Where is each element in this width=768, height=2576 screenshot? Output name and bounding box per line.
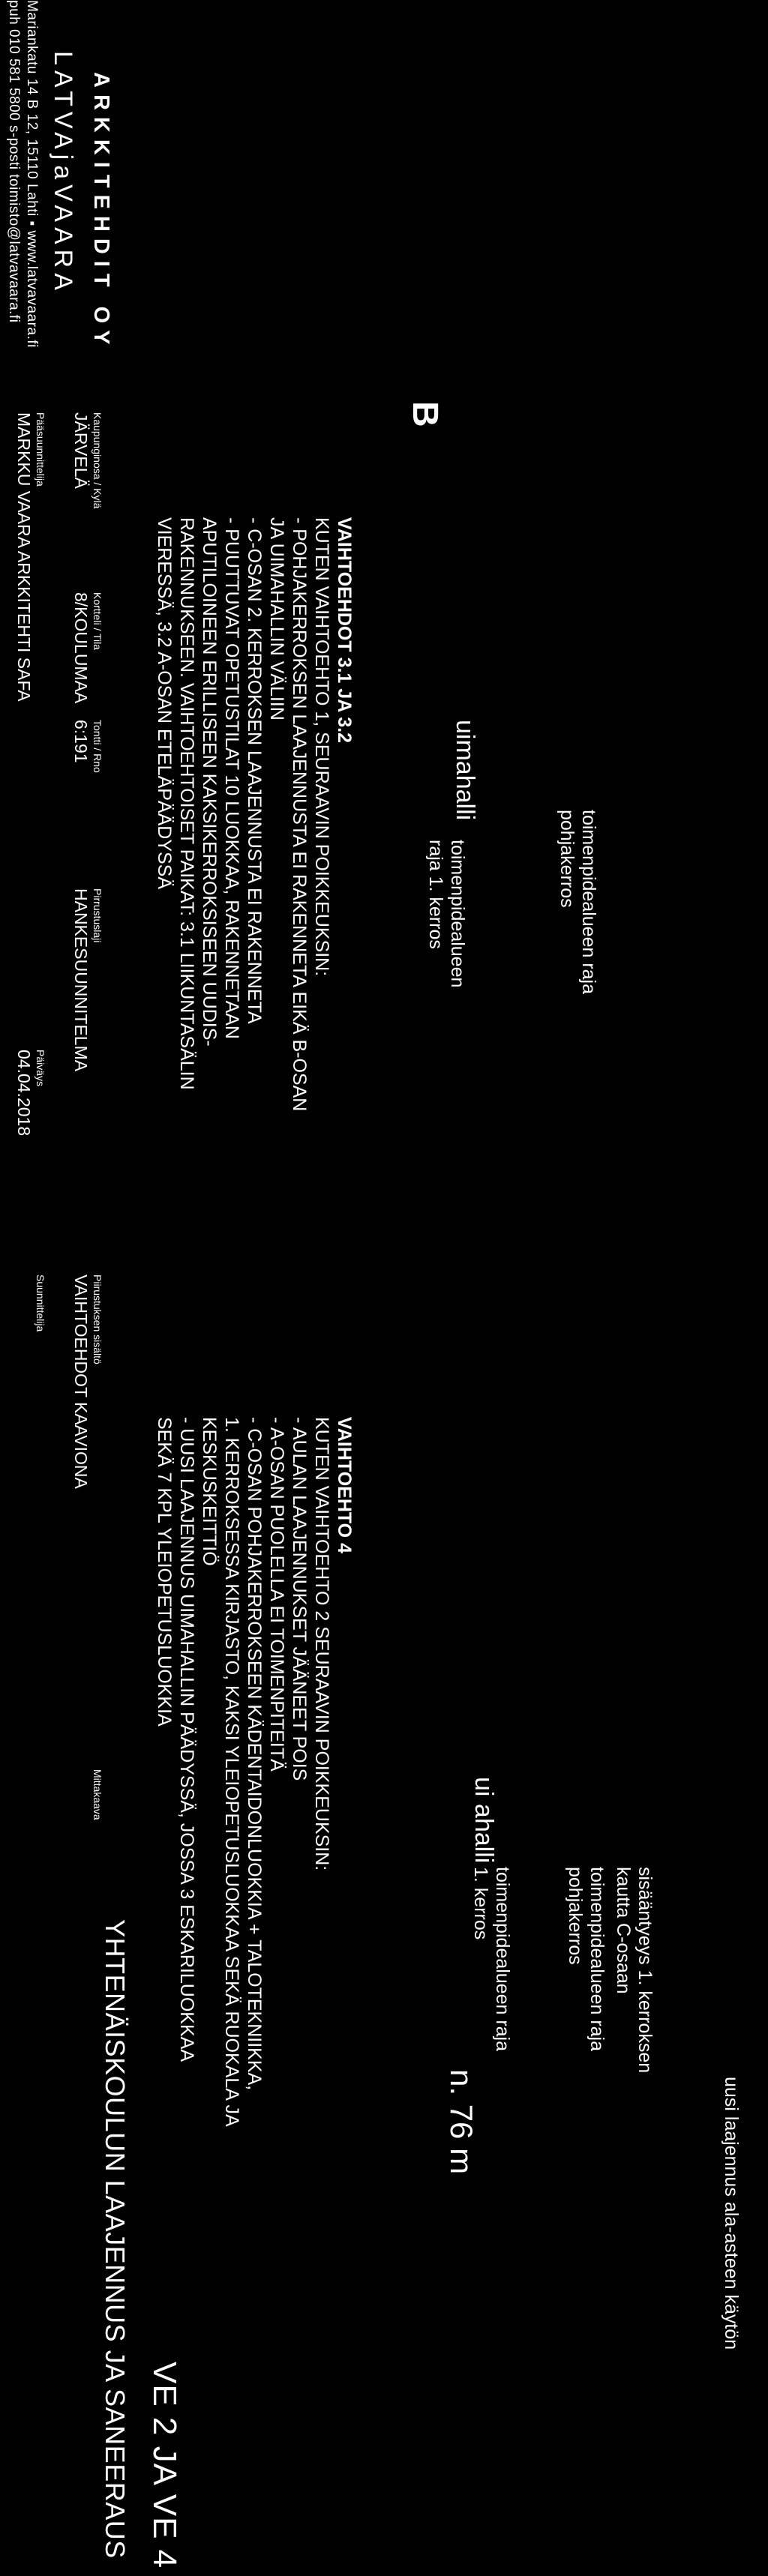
date-value: 04.04.2018: [14, 1050, 34, 1137]
office-name-line1: ARKKITEHDIT OY: [89, 72, 113, 352]
notes-31-32-line: - C-OSAN 2. KERROKSEN LAAJENNUSTA EI RAKENNETA: [244, 517, 265, 1024]
boundary-label-first-left: toimenpidealueen raja 1. kerros: [425, 840, 468, 988]
block-value: 8/KOULUMAA: [71, 592, 91, 704]
notes-31-32-line: VIERESSÄ, 3.2 A-OSAN ETELÄPÄÄDYSSÄ: [154, 517, 175, 890]
notes-4-line: KESKUSKEITTIÖ: [199, 1417, 220, 1566]
dimension-label: n. 76 m: [444, 2069, 479, 2175]
field-plot: Tontti / Rno 6:191: [71, 720, 104, 773]
field-scale: Mittakaava: [92, 1769, 104, 1820]
boundary-label-base-left: toimenpidealueen raja pohjakerros: [556, 810, 599, 995]
content-value: VAIHTOEHDOT KAAVIONA: [71, 1275, 91, 1489]
notes-4-line: SEKÄ 7 KPL YLEIOPETUSLUOKKIA: [154, 1417, 175, 1727]
notes-31-32-line: RAKENNUKSEEN. VAIHTOEHTOISET PAIKAT: 3.1 LIIKUNTASÄLIN: [176, 517, 197, 1090]
notes-alternatives-3-1-3-2: [153, 517, 356, 1111]
notes-4-line: KUTEN VAIHTOEHTO 2 SEURAAVIN POIKKEUKSIN:: [311, 1417, 332, 1871]
boundary-label-first-right: toimenpidealueen raja 1. kerros: [470, 1867, 513, 2052]
notes-4-heading: VAIHTOEHTO 4: [334, 1417, 355, 1553]
pool-label-right: ui ahalli: [470, 1777, 498, 1864]
notes-31-32-line: KUTEN VAIHTOEHTO 1, SEURAAVIN POIKKEUKSIN:: [311, 517, 332, 977]
municipality-value: JÄRVELÄ: [71, 412, 91, 489]
notes-4-line: 1. KERROKSESSA KIRJASTO, KAKSI YLEIOPETUSLUOKKAA SEKÄ RUOKALA JA: [221, 1417, 242, 2127]
field-date: Päiväys 04.04.2018: [14, 1050, 46, 1137]
pool-label-left: uimahalli: [451, 720, 479, 821]
notes-31-32-line: - PUUTTUVAT OPETUSTILAT 10 LUOKKAA, RAKENNETAAN: [221, 517, 242, 1039]
notes-31-32-line: JA UIMAHALLIN VÄLIIN: [266, 517, 287, 720]
plot-value: 6:191: [71, 720, 91, 763]
office-contact: puh 010 581 5800 s-posti toimisto@latvavaara.fi: [6, 0, 22, 323]
notes-4-line: - UUSI LAAJENNUS UIMAHALLIN PÄÄDYSSÄ, JOSSA 3 ESKARILUOKKAA: [176, 1417, 197, 2062]
boundary-label-base-right: toimenpidealueen raja pohjakerros: [565, 1867, 608, 2052]
new-extension-label: uusi laajennus ala-asteen käytön: [721, 2077, 742, 2350]
field-municipality: Kaupunginosa / Kylä JÄRVELÄ: [71, 412, 104, 509]
notes-31-32-line: - POHJAKERROKSEN LAAJENNUSTA EI RAKENNETA EIKÄ B-OSAN: [289, 517, 310, 1112]
notes-31-32-line: APUTILOINEEN ERILLISEEN KAKSIKERROKSISEEN UUDIS-: [199, 517, 220, 1047]
notes-4-line: - A-OSAN PUOLELLA EI TOIMENPITEITÄ: [266, 1417, 287, 1772]
field-block: Kortteli / Tila 8/KOULUMAA: [71, 592, 104, 704]
field-planner: Suunnittelija: [34, 1275, 46, 1332]
field-content: Piirustuksen sisältö VAIHTOEHDOT KAAVIONA: [71, 1275, 104, 1489]
sheet-title: VE 2 JA VE 4: [146, 2362, 183, 2569]
notes-alternative-4: [153, 1417, 356, 2127]
field-project: Pirrustuslaji HANKESUUNNITELMA: [71, 888, 104, 1072]
project-value: HANKESUUNNITELMA: [71, 888, 91, 1072]
field-designer: Pääsuunnittelija MARKKU VAARA ARKKITEHTI SAFA: [14, 412, 46, 702]
access-note: sisääntyeys 1. kerroksen kautta C-osaan: [613, 1867, 656, 2074]
project-title: YHTENÄISKOULUN LAAJENNUS JA SANEERAUS: [100, 1919, 130, 2559]
office-address: Mariankatu 14 B 12, 15110 Lahti ▪ www.latvavaara.fi: [24, 0, 40, 348]
section-mark: B: [405, 401, 445, 427]
notes-31-32-heading: VAIHTOEHDOT 3.1 JA 3.2: [334, 517, 355, 744]
notes-4-line: - C-OSAN POHJAKERROKSEEN KÄDENTAIDONLUOKKIA + TALOTEKNIIKKA,: [244, 1417, 265, 2091]
office-name-line2: LATVAjaVAARA: [49, 51, 77, 295]
designer-value: MARKKU VAARA ARKKITEHTI SAFA: [14, 412, 34, 702]
notes-4-line: - AULAN LAAJENNUKSET JÄÄNEET POIS: [289, 1417, 310, 1781]
